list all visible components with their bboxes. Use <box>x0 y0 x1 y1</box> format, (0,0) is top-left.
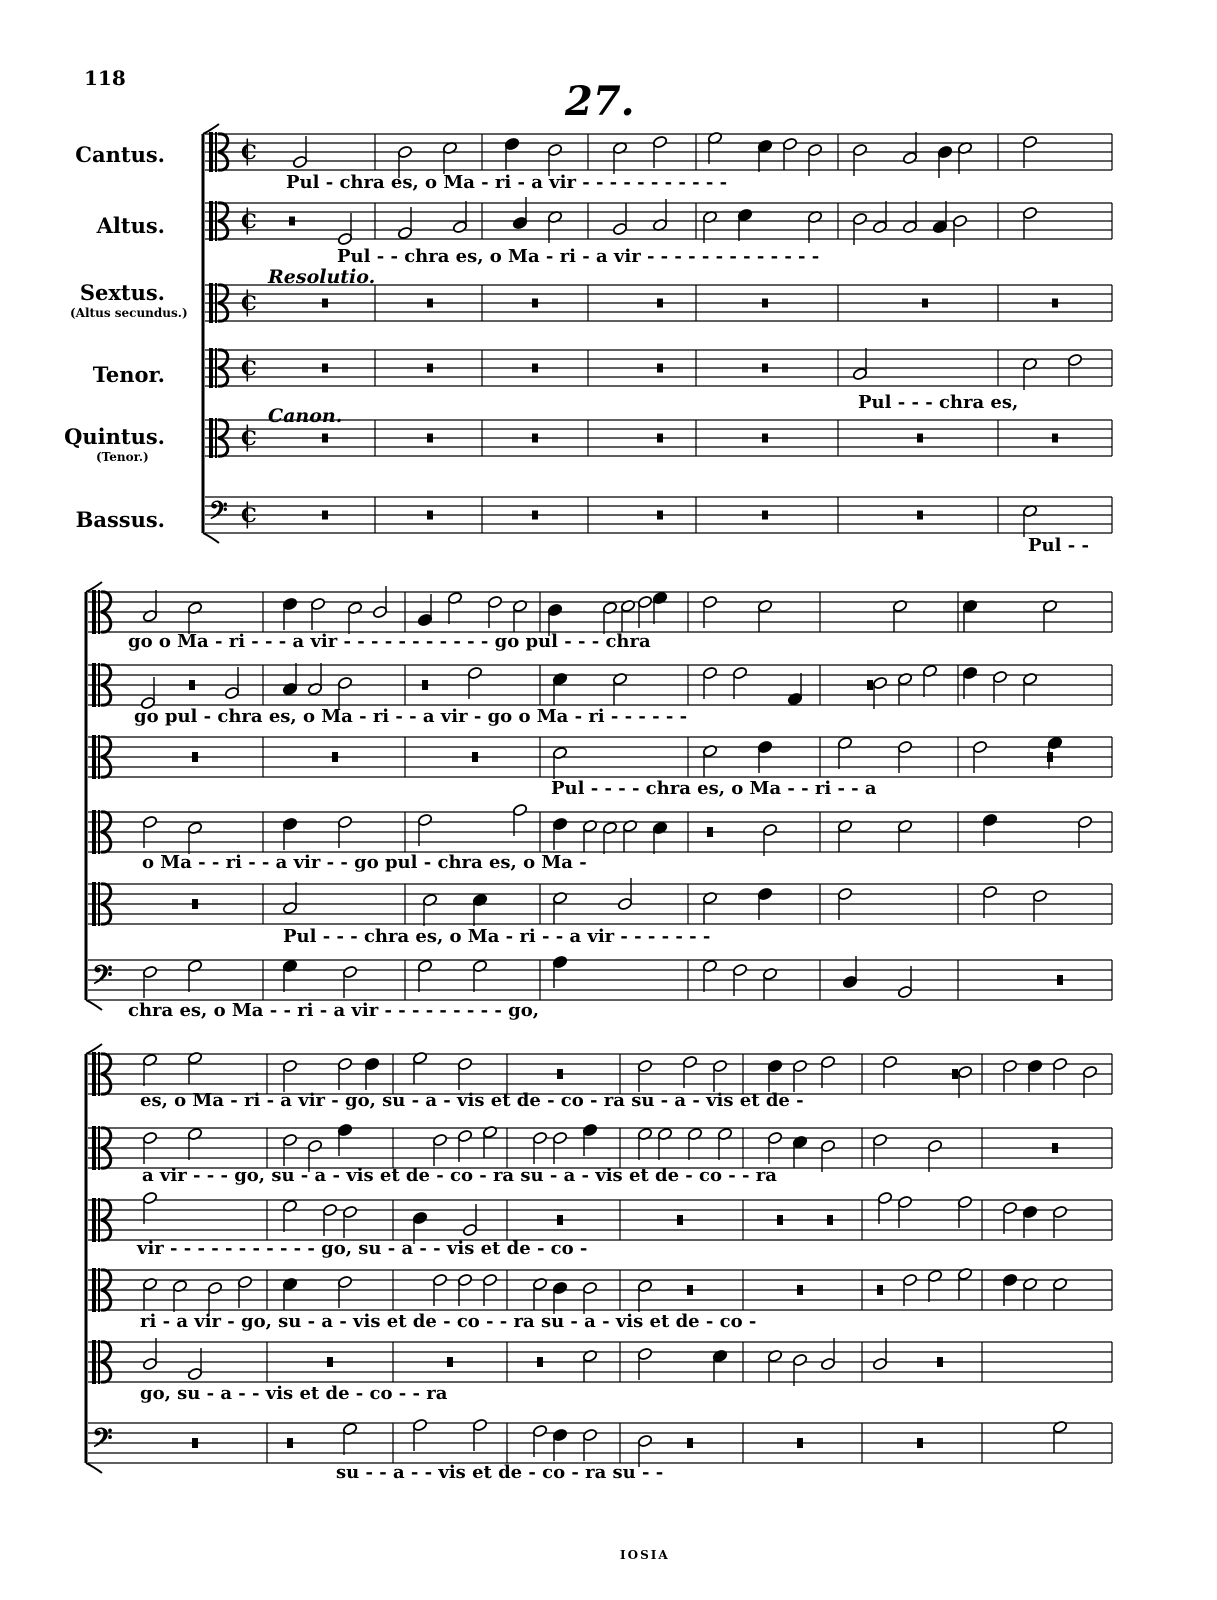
rest <box>777 1215 783 1225</box>
c-clef-bar <box>92 882 96 926</box>
time-signature: C <box>241 291 257 316</box>
c-clef-bar <box>98 1126 100 1170</box>
lyric-s3-altus: a vir - - - go, su - a - vis et de - co - ra su - a - vis et de - co - - ra <box>142 1165 777 1186</box>
rest <box>657 511 663 520</box>
part-name-bassus: Bassus. <box>75 507 165 532</box>
rest <box>917 1438 923 1448</box>
rest <box>422 680 428 690</box>
rest <box>762 511 768 520</box>
lyric-s2-tenor: o Ma - - ri - - a vir - - go pul - chra es, o Ma - <box>142 852 587 873</box>
time-signature: C <box>241 503 257 528</box>
bracket-hook <box>86 1463 102 1473</box>
rest <box>322 434 328 443</box>
lyric-s2-quintus: Pul - - - chra es, o Ma - ri - - a vir - - - - - - - <box>283 926 711 947</box>
rest <box>532 364 538 373</box>
lyric-s2-cantus: go o Ma - ri - - - a vir - - - - - - - - - - - go pul - - - chra <box>128 631 651 652</box>
part-subtitle-sextus: (Altus secundus.) <box>70 306 188 320</box>
rest <box>762 434 768 443</box>
part-name-cantus: Cantus. <box>75 142 165 167</box>
lyric-s2-altus: go pul - chra es, o Ma - ri - - a vir - go o Ma - ri - - - - - - <box>134 706 688 727</box>
c-clef-bar <box>92 590 96 634</box>
c-clef-bar <box>98 590 100 634</box>
rest <box>557 1215 563 1225</box>
rest <box>877 1285 883 1295</box>
rest <box>427 434 433 443</box>
direction-resolutio: Resolutio. <box>268 266 376 288</box>
lyric-s1-bassus: Pul - - <box>1028 535 1089 556</box>
rest <box>532 511 538 520</box>
rest <box>192 1438 198 1448</box>
rest <box>1052 299 1058 308</box>
part-name-altus: Altus. <box>96 213 165 238</box>
rest <box>447 1357 453 1367</box>
bass-clef: 𝄢 <box>92 959 113 997</box>
time-signature: C <box>241 140 257 165</box>
rest <box>952 1069 958 1079</box>
rest <box>532 299 538 308</box>
rest <box>657 434 663 443</box>
rest <box>322 511 328 520</box>
c-clef-bar <box>209 201 213 241</box>
time-signature: C <box>241 209 257 234</box>
rest <box>917 511 923 520</box>
lyric-s3-cantus: es, o Ma - ri - a vir - go, su - a - vis et de - co - ra su - a - vis et de - <box>140 1090 804 1111</box>
rest <box>687 1285 693 1295</box>
rest <box>797 1438 803 1448</box>
rest <box>1057 975 1063 985</box>
time-signature: C <box>241 356 257 381</box>
part-name-sextus: Sextus. <box>79 280 165 305</box>
rest <box>472 752 478 762</box>
c-clef-bar <box>215 348 217 388</box>
c-clef-bar <box>98 1340 100 1384</box>
part-name-tenor: Tenor. <box>92 362 165 387</box>
c-clef-bar <box>92 1126 96 1170</box>
lyric-s3-sextus: vir - - - - - - - - - - - go, su - a - - vis et de - co - <box>137 1238 588 1259</box>
rest <box>427 364 433 373</box>
c-clef-bar <box>92 663 96 707</box>
c-clef-bar <box>215 418 217 458</box>
rest <box>1052 434 1058 443</box>
bracket-hook <box>203 533 219 543</box>
rest <box>707 827 713 837</box>
rest <box>657 299 663 308</box>
bracket-hook <box>86 1000 102 1010</box>
c-clef-bar <box>209 418 213 458</box>
rest <box>1047 752 1053 762</box>
lyric-s1-cantus: Pul - chra es, o Ma - ri - a vir - - - - - - - - - - - <box>286 172 728 193</box>
rest <box>657 364 663 373</box>
rest <box>867 680 873 690</box>
c-clef-bar <box>92 735 96 779</box>
page-number: 118 <box>84 66 126 90</box>
rest <box>827 1215 833 1225</box>
part-subtitle-quintus: (Tenor.) <box>96 450 149 464</box>
c-clef-bar <box>209 283 213 323</box>
c-clef-bar <box>209 348 213 388</box>
c-clef-bar <box>98 1052 100 1096</box>
c-clef-bar <box>98 810 100 854</box>
rest <box>937 1357 943 1367</box>
c-clef-bar <box>92 1052 96 1096</box>
lyric-s3-quintus: go, su - a - - vis et de - co - - ra <box>140 1383 448 1404</box>
lyric-s2-bassus: chra es, o Ma - - ri - a vir - - - - - - - - - go, <box>128 1000 539 1021</box>
time-signature: C <box>241 426 257 451</box>
rest <box>189 680 195 690</box>
rest <box>762 364 768 373</box>
c-clef-bar <box>92 1198 96 1242</box>
rest <box>289 217 295 226</box>
rest <box>762 299 768 308</box>
rest <box>427 511 433 520</box>
c-clef-bar <box>215 132 217 172</box>
c-clef-bar <box>209 132 213 172</box>
c-clef-bar <box>98 1268 100 1312</box>
rest <box>322 364 328 373</box>
lyric-s1-tenor: Pul - - - chra es, <box>858 392 1019 413</box>
direction-canon: Canon. <box>268 405 343 427</box>
rest <box>532 434 538 443</box>
c-clef-bar <box>92 810 96 854</box>
catalogue-mark: IOSIA <box>620 1548 670 1562</box>
rest <box>192 899 198 909</box>
lyric-s2-sextus: Pul - - - - chra es, o Ma - - ri - - a <box>551 778 877 799</box>
c-clef-bar <box>215 283 217 323</box>
lyric-s1-altus: Pul - - chra es, o Ma - ri - a vir - - - - - - - - - - - - - <box>337 246 820 267</box>
c-clef-bar <box>98 735 100 779</box>
lyric-s3-bassus: su - - a - - vis et de - co - ra su - - <box>336 1462 664 1483</box>
rest <box>687 1438 693 1448</box>
rest <box>557 1069 563 1079</box>
rest <box>797 1285 803 1295</box>
bass-clef: 𝄢 <box>209 496 228 531</box>
c-clef-bar <box>98 1198 100 1242</box>
rest <box>427 299 433 308</box>
rest <box>917 434 923 443</box>
bass-clef: 𝄢 <box>92 1422 113 1460</box>
rest <box>192 752 198 762</box>
c-clef-bar <box>98 663 100 707</box>
rest <box>332 752 338 762</box>
c-clef-bar <box>98 882 100 926</box>
rest <box>677 1215 683 1225</box>
rest <box>922 299 928 308</box>
rest <box>327 1357 333 1367</box>
c-clef-bar <box>92 1340 96 1384</box>
rest <box>322 299 328 308</box>
lyric-s3-tenor: ri - a vir - go, su - a - vis et de - co - - ra su - a - vis et de - co - <box>140 1311 757 1332</box>
part-name-quintus: Quintus. <box>64 424 165 449</box>
c-clef-bar <box>92 1268 96 1312</box>
rest <box>537 1357 543 1367</box>
c-clef-bar <box>215 201 217 241</box>
rest <box>287 1438 293 1448</box>
rest <box>1052 1143 1058 1153</box>
piece-number: 27. <box>565 78 635 125</box>
